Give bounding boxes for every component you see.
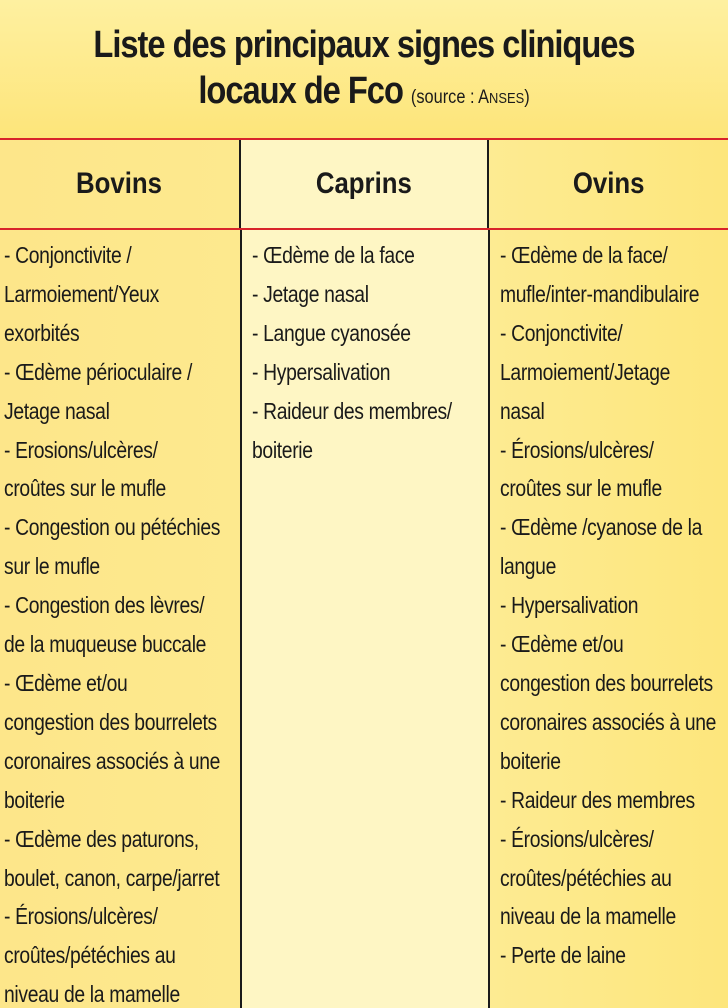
header-caprins [239,140,488,228]
sign-line: Larmoiement/Yeux [4,280,160,307]
sign-line: boiterie [252,436,313,463]
sign-line: boiterie [500,747,561,774]
caprins-signs-list [252,236,488,469]
sign-line: congestion des bourrelets [500,669,713,696]
sign-line: - Congestion ou pétéchies [4,514,221,541]
header-caprins-label: Caprins [315,167,413,200]
header-bovins [0,140,239,228]
sign-line: niveau de la mamelle [500,903,676,930]
sign-line: langue [500,553,557,580]
sign-line: exorbités [4,319,80,346]
sign-line: - Œdème de la face/ [500,242,668,268]
sign-line: - Érosions/ulcères/ [500,825,654,852]
sign-line: - Jetage nasal [252,280,369,307]
column-bovins [0,230,240,1008]
sign-line: Larmoiement/Jetage [500,358,671,385]
sign-line: mufle/inter-mandibulaire [500,280,700,307]
header-ovins [487,140,728,228]
sign-line: - Raideur des membres [500,786,695,813]
page-title: Liste des principaux signes cliniques [93,24,635,66]
sign-line: niveau de la mamelle [4,981,180,1008]
column-caprins [240,230,488,1008]
sign-line: nasal [500,397,545,424]
table-header-row [0,140,728,228]
header-ovins-label: Ovins [572,167,645,200]
sign-line: croûtes sur le mufle [4,475,166,502]
title-block [0,0,728,138]
bovins-signs-list [4,236,240,1008]
sign-line: Jetage nasal [4,397,110,424]
sign-line: - Hypersalivation [500,592,639,619]
sign-line: - Hypersalivation [252,358,391,385]
source-name-smallcaps: NSES [489,90,525,107]
source-note [411,87,530,108]
sign-line: boulet, canon, carpe/jarret [4,864,220,891]
sign-line: coronaires associés à une [500,708,717,735]
sign-line: croûtes/pétéchies au [4,942,176,969]
page-title-line2 [51,68,677,122]
sign-line: - Œdème et/ou [500,631,624,658]
table-body-row [0,230,728,1008]
sign-line: - Langue cyanosée [252,319,411,346]
sign-line: - Raideur des membres/ [252,397,452,424]
sign-line: croûtes sur le mufle [500,475,662,502]
ovins-signs-list [500,236,728,975]
sign-line: - Erosions/ulcères/ [4,436,158,463]
page-title-end: locaux de Fco [198,70,403,112]
source-prefix: (source : A [410,87,490,108]
sign-line: sur le mufle [4,553,100,580]
sign-line: - Œdème et/ou [4,669,128,696]
sign-line: - Œdème de la face [252,242,415,268]
sign-line: boiterie [4,786,65,813]
sign-line: - Œdème périoculaire / [4,358,193,385]
sign-line: - Érosions/ulcères/ [4,903,158,930]
sign-line: - Œdème /cyanose de la [500,514,703,541]
source-suffix: ) [524,87,530,108]
column-ovins [488,230,728,1008]
sign-line: - Œdème des paturons, [4,825,199,852]
sign-line: coronaires associés à une [4,747,221,774]
sign-line: de la muqueuse buccale [4,631,207,658]
sign-line: - Conjonctivite/ [500,319,623,346]
sign-line: - Congestion des lèvres/ [4,592,205,619]
sign-line: - Érosions/ulcères/ [500,436,654,463]
sign-line: congestion des bourrelets [4,708,217,735]
sign-line: - Conjonctivite / [4,242,132,268]
sign-line: - Perte de laine [500,942,626,969]
header-bovins-label: Bovins [76,167,163,200]
sign-line: croûtes/pétéchies au [500,864,672,891]
